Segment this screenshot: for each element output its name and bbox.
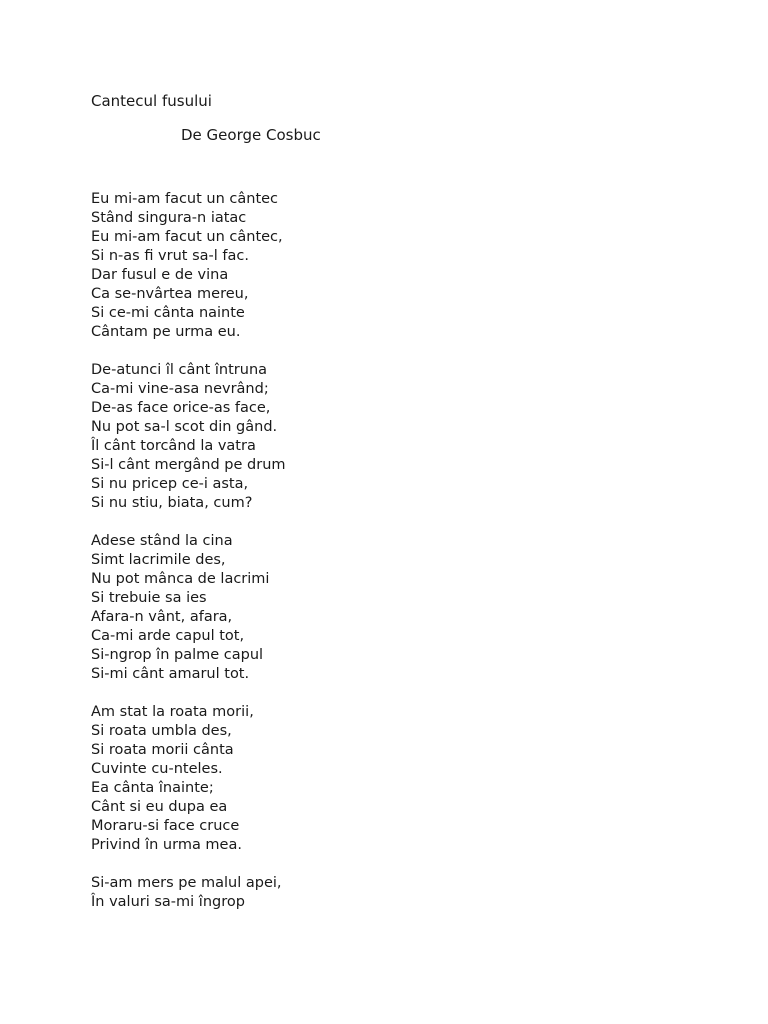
poem-line: Si trebuie sa ies — [91, 590, 207, 606]
poem-body — [91, 190, 691, 931]
poem-line: Eu mi-am facut un cântec, — [91, 229, 283, 245]
poem-author: De George Cosbuc — [181, 126, 321, 144]
poem-line: Si ce-mi cânta nainte — [91, 305, 245, 321]
poem-line: De-atunci îl cânt întruna — [91, 362, 268, 378]
poem-line: Ca se-nvârtea mereu, — [91, 286, 249, 302]
poem-line: Simt lacrimile des, — [91, 552, 226, 568]
poem-line: Si-l cânt mergând pe drum — [91, 457, 286, 473]
poem-line: Moraru-si face cruce — [91, 818, 240, 834]
poem-line: Eu mi-am facut un cântec — [91, 191, 279, 207]
poem-line: Adese stând la cina — [91, 533, 233, 549]
poem-title: Cantecul fusului — [91, 92, 212, 110]
stanza — [91, 703, 691, 855]
poem-line: Nu pot mânca de lacrimi — [91, 571, 270, 587]
poem-line: De-as face orice-as face, — [91, 400, 271, 416]
poem-line: Stând singura-n iatac — [91, 210, 247, 226]
stanza — [91, 532, 691, 684]
poem-line: Afara-n vânt, afara, — [91, 609, 233, 625]
poem-line: Si roata morii cânta — [91, 742, 234, 758]
poem-line: Si nu stiu, biata, cum? — [91, 495, 253, 511]
poem-line: Cântam pe urma eu. — [91, 324, 241, 340]
poem-line: Dar fusul e de vina — [91, 267, 229, 283]
poem-line: Cânt si eu dupa ea — [91, 799, 228, 815]
poem-line: Ca-mi arde capul tot, — [91, 628, 245, 644]
poem-line: În valuri sa-mi îngrop — [91, 894, 245, 910]
poem-line: Si roata umbla des, — [91, 723, 232, 739]
poem-line: Îl cânt torcând la vatra — [91, 438, 256, 454]
poem-line: Nu pot sa-l scot din gând. — [91, 419, 278, 435]
poem-line: Si-ngrop în palme capul — [91, 647, 264, 663]
poem-line: Privind în urma mea. — [91, 837, 242, 853]
poem-line: Si-mi cânt amarul tot. — [91, 666, 250, 682]
poem-line: Ea cânta înainte; — [91, 780, 214, 796]
stanza — [91, 190, 691, 342]
stanza — [91, 874, 691, 912]
poem-line: Si-am mers pe malul apei, — [91, 875, 282, 891]
poem-line: Si n-as fi vrut sa-l fac. — [91, 248, 249, 264]
poem-line: Am stat la roata morii, — [91, 704, 254, 720]
poem-line: Ca-mi vine-asa nevrând; — [91, 381, 269, 397]
poem-line: Cuvinte cu-nteles. — [91, 761, 223, 777]
poem-line: Si nu pricep ce-i asta, — [91, 476, 249, 492]
stanza — [91, 361, 691, 513]
